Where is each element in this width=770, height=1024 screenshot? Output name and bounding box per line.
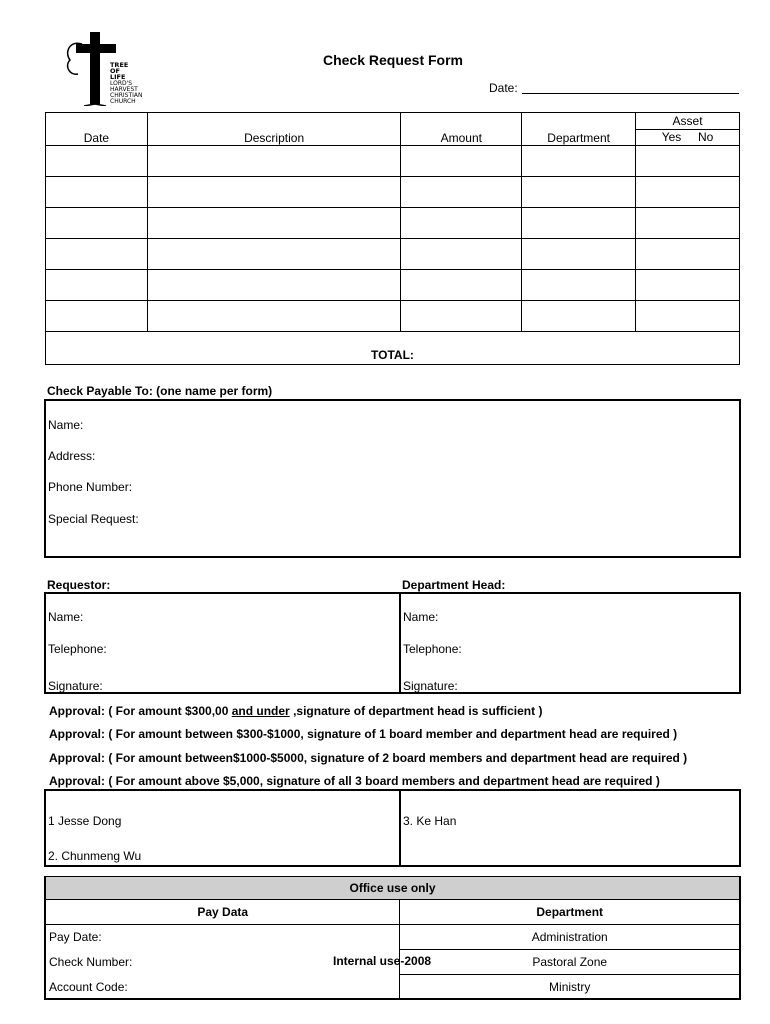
internal-use-label: Internal use-2008 (333, 953, 432, 968)
board-member-1: 1 Jesse Dong (48, 814, 122, 828)
table-row (46, 301, 740, 332)
church-logo (62, 30, 154, 106)
asset-label: Asset (636, 114, 739, 130)
cell[interactable] (401, 239, 522, 270)
logo-line: OF (110, 67, 120, 76)
table-row (46, 208, 740, 239)
office-heading: Office use only (46, 877, 740, 900)
asset-yes-no (636, 130, 739, 145)
dept-administration: Administration (400, 925, 740, 950)
requestor-name-field[interactable]: Name: (48, 610, 84, 624)
dept-ministry: Ministry (400, 975, 740, 1000)
cell[interactable] (147, 239, 401, 270)
dept-head-heading: Department Head: (402, 578, 506, 592)
total-label (46, 332, 740, 365)
dept-head-telephone-field[interactable]: Telephone: (403, 642, 462, 656)
approval-line-1 (49, 704, 542, 718)
dept-head-signature-field[interactable]: Signature: (403, 679, 458, 693)
dept-head-name-field[interactable]: Name: (403, 610, 439, 624)
account-code-field[interactable]: Account Code: (46, 975, 400, 1000)
requestor-heading: Requestor: (47, 578, 111, 592)
payable-name-field[interactable]: Name: (48, 418, 84, 432)
dept-pastoral-zone: Pastoral Zone (400, 950, 740, 975)
asset-yes-label: Yes (661, 130, 682, 144)
approval-line-3: Approval: ( For amount between$1000-$5000, signature of 2 board members and department head are required ) (49, 751, 688, 765)
total-text: TOTAL: (371, 348, 414, 362)
requestor-signature-field[interactable]: Signature: (48, 679, 103, 693)
board-member-2: 2. Chunmeng Wu (48, 849, 142, 863)
items-header-row (46, 113, 740, 146)
date-label: Date: (489, 81, 518, 95)
payable-special-request-field[interactable]: Special Request: (48, 512, 139, 526)
board-box (44, 789, 741, 867)
office-table (45, 876, 740, 1000)
approval-1-underlined: and under (231, 704, 290, 718)
signers-divider (399, 592, 401, 694)
items-table (45, 112, 740, 365)
cell[interactable] (401, 270, 522, 301)
cell[interactable] (522, 270, 636, 301)
pay-date-field[interactable]: Pay Date: (46, 925, 400, 950)
cell[interactable] (522, 239, 636, 270)
table-row (46, 239, 740, 270)
total-row (46, 332, 740, 365)
logo-line: HARVEST (110, 85, 138, 93)
cell[interactable] (46, 177, 148, 208)
cell[interactable] (147, 270, 401, 301)
cell[interactable] (147, 301, 401, 332)
cell[interactable] (46, 208, 148, 239)
col-description-header: Description (147, 113, 401, 146)
logo-line: CHURCH (110, 98, 136, 106)
approval-1-pre: Approval: ( For amount $300,00 (49, 704, 232, 718)
cell[interactable] (401, 208, 522, 239)
table-row (46, 177, 740, 208)
cell[interactable] (46, 239, 148, 270)
cell[interactable] (636, 270, 740, 301)
cell[interactable] (522, 208, 636, 239)
table-row (46, 146, 740, 177)
requestor-telephone-field[interactable]: Telephone: (48, 642, 107, 656)
payable-box (44, 399, 741, 558)
cell[interactable] (522, 146, 636, 177)
asset-no-label: No (697, 130, 714, 144)
cell[interactable] (147, 177, 401, 208)
table-row (46, 270, 740, 301)
board-member-3: 3. Ke Han (403, 814, 457, 828)
cell[interactable] (147, 208, 401, 239)
board-divider (399, 789, 401, 867)
date-field[interactable] (522, 93, 739, 94)
cell[interactable] (636, 208, 740, 239)
logo-line: TREE (110, 61, 129, 69)
payable-phone-field[interactable]: Phone Number: (48, 480, 133, 494)
cell[interactable] (46, 146, 148, 177)
payable-address-field[interactable]: Address: (48, 449, 96, 463)
check-number-label: Check Number: (49, 955, 133, 969)
approval-line-2: Approval: ( For amount between $300-$1000, signature of 1 board member and department head are required ) (49, 727, 678, 741)
cell[interactable] (46, 270, 148, 301)
cell[interactable] (522, 177, 636, 208)
logo-line: LIFE (110, 73, 126, 82)
approval-line-4: Approval: ( For amount above $5,000, signature of all 3 board members and department head are required ) (49, 774, 660, 788)
payable-heading: Check Payable To: (one name per form) (47, 384, 273, 398)
logo-line: CHRISTIAN (110, 92, 143, 100)
cell[interactable] (636, 146, 740, 177)
pay-data-header: Pay Data (46, 900, 400, 925)
approval-1-post: ,signature of department head is sufficient ) (289, 704, 543, 718)
col-amount-header: Amount (401, 113, 522, 146)
col-department-header: Department (522, 113, 636, 146)
check-number-field[interactable] (46, 950, 432, 975)
cell[interactable] (46, 301, 148, 332)
cell[interactable] (636, 239, 740, 270)
department-header: Department (400, 900, 740, 925)
cell[interactable] (401, 301, 522, 332)
cell[interactable] (401, 177, 522, 208)
signers-box (44, 592, 741, 694)
cell[interactable] (147, 146, 401, 177)
col-date-header: Date (46, 113, 148, 146)
logo-wordmark (110, 62, 142, 105)
cell[interactable] (636, 177, 740, 208)
logo-line: LORD'S (110, 79, 133, 87)
cell[interactable] (636, 301, 740, 332)
cell[interactable] (522, 301, 636, 332)
col-asset-header (636, 113, 740, 146)
page-title: Check Request Form (322, 52, 464, 68)
cell[interactable] (401, 146, 522, 177)
